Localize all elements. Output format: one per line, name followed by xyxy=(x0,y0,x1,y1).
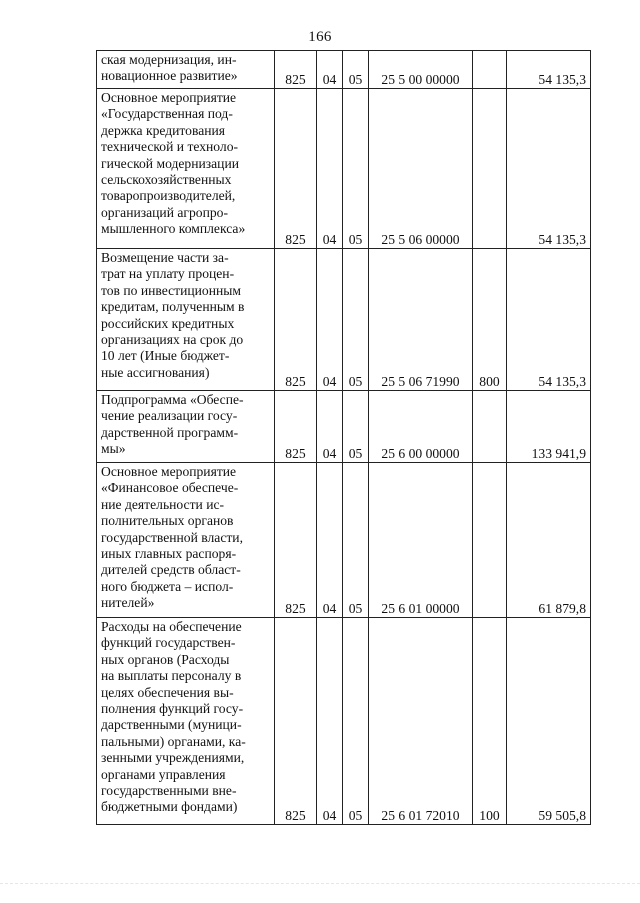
section-code-cell: 04 xyxy=(317,618,343,825)
expense-name-cell: Основное мероприятие «Финансовое обеспече- ние деятельности ис- полнительных органов государственной власти, иных главных распоря- дителей средств област- ного бюджета – испол- нителей» xyxy=(97,463,275,618)
expense-name-cell: Расходы на обеспечение функций государствен- ных органов (Расходы на выплаты персоналу в целях обеспечения вы- полнения функций госу- дарственными (муници- пальными) органами, ка- зенными учреждениями, органами управления государственными вне- бюджетными фондами) xyxy=(97,618,275,825)
admin-code-cell: 825 xyxy=(275,89,317,249)
subsection-code-cell: 05 xyxy=(343,89,369,249)
target-article-cell: 25 6 01 72010 xyxy=(369,618,473,825)
target-article-cell: 25 5 06 71990 xyxy=(369,249,473,391)
admin-code-cell: 825 xyxy=(275,463,317,618)
budget-table xyxy=(96,50,591,825)
table-row xyxy=(97,249,591,391)
section-code-cell: 04 xyxy=(317,391,343,463)
expense-type-cell: 800 xyxy=(473,249,507,391)
table-row xyxy=(97,618,591,825)
subsection-code-cell: 05 xyxy=(343,51,369,89)
expense-type-cell: 100 xyxy=(473,618,507,825)
table-row xyxy=(97,89,591,249)
target-article-cell: 25 5 00 00000 xyxy=(369,51,473,89)
table-row xyxy=(97,391,591,463)
expense-name-cell: ская модернизация, ин- новационное развитие» xyxy=(97,51,275,89)
subsection-code-cell: 05 xyxy=(343,463,369,618)
expense-type-cell xyxy=(473,463,507,618)
section-code-cell: 04 xyxy=(317,51,343,89)
expense-name-cell: Основное мероприятие «Государственная под- держка кредитования технической и техноло- гической модернизации сельскохозяйственных товаропроизводителей, организаций агропро- мышленного комплекса» xyxy=(97,89,275,249)
amount-cell: 61 879,8 xyxy=(507,463,591,618)
subsection-code-cell: 05 xyxy=(343,618,369,825)
amount-cell: 54 135,3 xyxy=(507,51,591,89)
expense-type-cell xyxy=(473,391,507,463)
table-row xyxy=(97,463,591,618)
scan-edge-line xyxy=(0,883,640,884)
amount-cell: 133 941,9 xyxy=(507,391,591,463)
admin-code-cell: 825 xyxy=(275,391,317,463)
admin-code-cell: 825 xyxy=(275,51,317,89)
target-article-cell: 25 6 00 00000 xyxy=(369,391,473,463)
expense-name-cell: Подпрограмма «Обеспе- чение реализации госу- дарственной программ- мы» xyxy=(97,391,275,463)
subsection-code-cell: 05 xyxy=(343,391,369,463)
section-code-cell: 04 xyxy=(317,249,343,391)
section-code-cell: 04 xyxy=(317,89,343,249)
subsection-code-cell: 05 xyxy=(343,249,369,391)
admin-code-cell: 825 xyxy=(275,618,317,825)
amount-cell: 54 135,3 xyxy=(507,249,591,391)
target-article-cell: 25 5 06 00000 xyxy=(369,89,473,249)
expense-type-cell xyxy=(473,51,507,89)
target-article-cell: 25 6 01 00000 xyxy=(369,463,473,618)
section-code-cell: 04 xyxy=(317,463,343,618)
amount-cell: 54 135,3 xyxy=(507,89,591,249)
table-row xyxy=(97,51,591,89)
admin-code-cell: 825 xyxy=(275,249,317,391)
page-number: 166 xyxy=(308,29,332,45)
expense-type-cell xyxy=(473,89,507,249)
expense-name-cell: Возмещение части за- трат на уплату процен- тов по инвестиционным кредитам, полученным в российских кредитных организациях на срок до 10 лет (Иные бюджет- ные ассигнования) xyxy=(97,249,275,391)
amount-cell: 59 505,8 xyxy=(507,618,591,825)
